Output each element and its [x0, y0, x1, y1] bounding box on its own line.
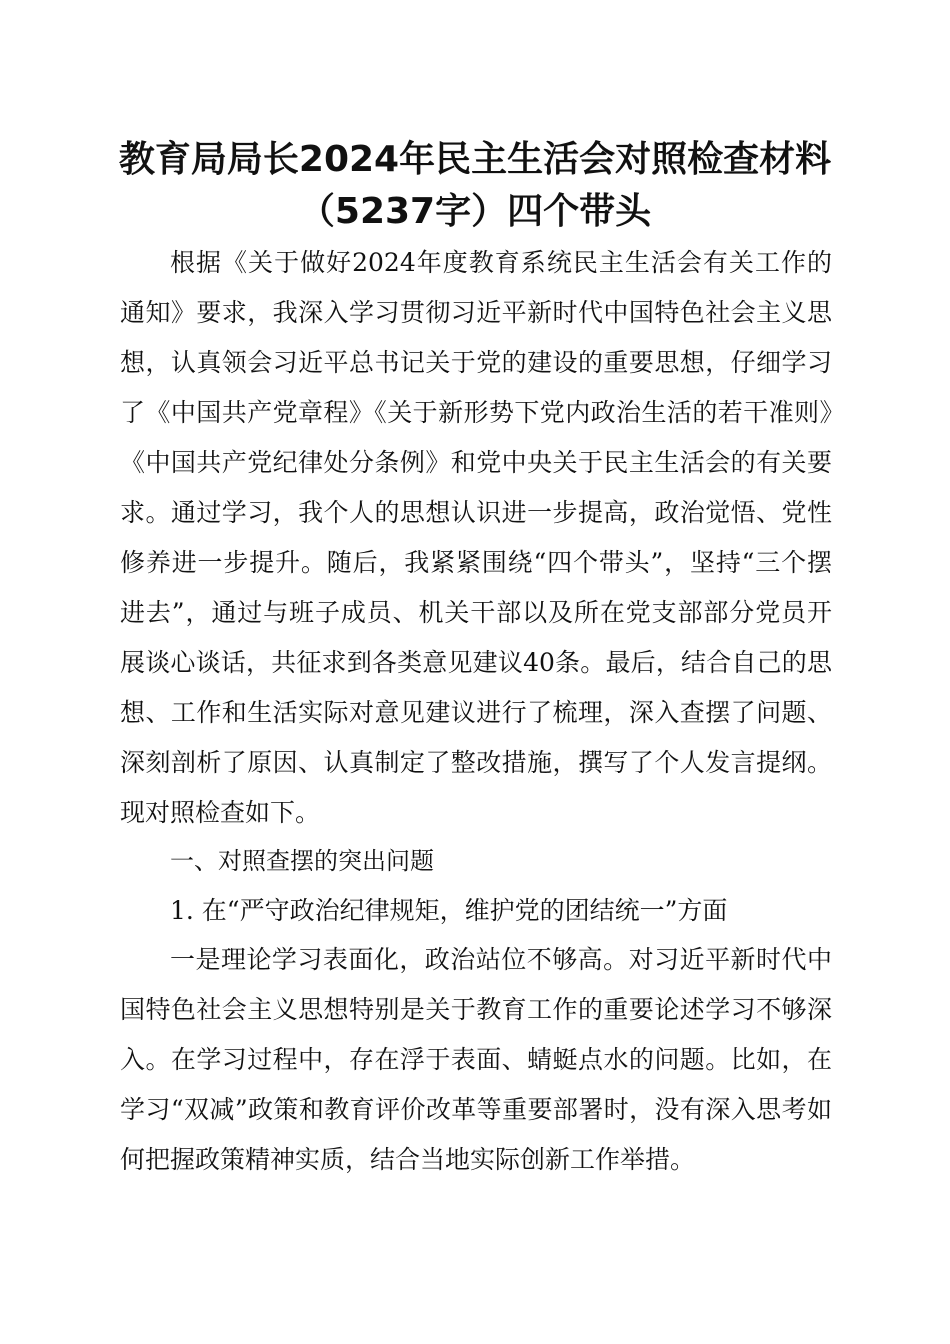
- intro-paragraph: 根据《关于做好2024年度教育系统民主生活会有关工作的通知》要求，我深入学习贯彻习近平新时代中国特色社会主义思想，认真领会习近平总书记关于党的建设的重要思想，仔细学习了《中国共产党章程》《关于新形势下党内政治生活的若干准则》《中国共产党纪律处分条例》和党中央关于民主生活会的有关要求。通过学习，我个人的思想认识进一步提高，政治觉悟、党性修养进一步提升。随后，我紧紧围绕“四个带头”，坚持“三个摆进去”，通过与班子成员、机关干部以及所在党支部部分党员开展谈心谈话，共征求到各类意见建议40条。最后，结合自己的思想、工作和生活实际对意见建议进行了梳理，深入查摆了问题、深刻剖析了原因、认真制定了整改措施，撰写了个人发言提纲。现对照检查如下。: [120, 248, 832, 827]
- document-title-line-1: 教育局局长2024年民主生活会对照检查材料: [118, 139, 832, 180]
- document-title-line-2: （5237字）四个带头: [298, 191, 652, 232]
- body-paragraph: 一是理论学习表面化，政治站位不够高。对习近平新时代中国特色社会主义思想特别是关于教育工作的重要论述学习不够深入。在学习过程中，存在浮于表面、蜻蜓点水的问题。比如，在学习“双减”政策和教育评价改革等重要部署时，没有深入思考如何把握政策精神实质，结合当地实际创新工作举措。: [120, 945, 832, 1174]
- section-heading: 一、对照查摆的突出问题: [170, 847, 434, 875]
- subsection-heading: 1. 在“严守政治纪律规矩，维护党的团结统一”方面: [170, 896, 728, 925]
